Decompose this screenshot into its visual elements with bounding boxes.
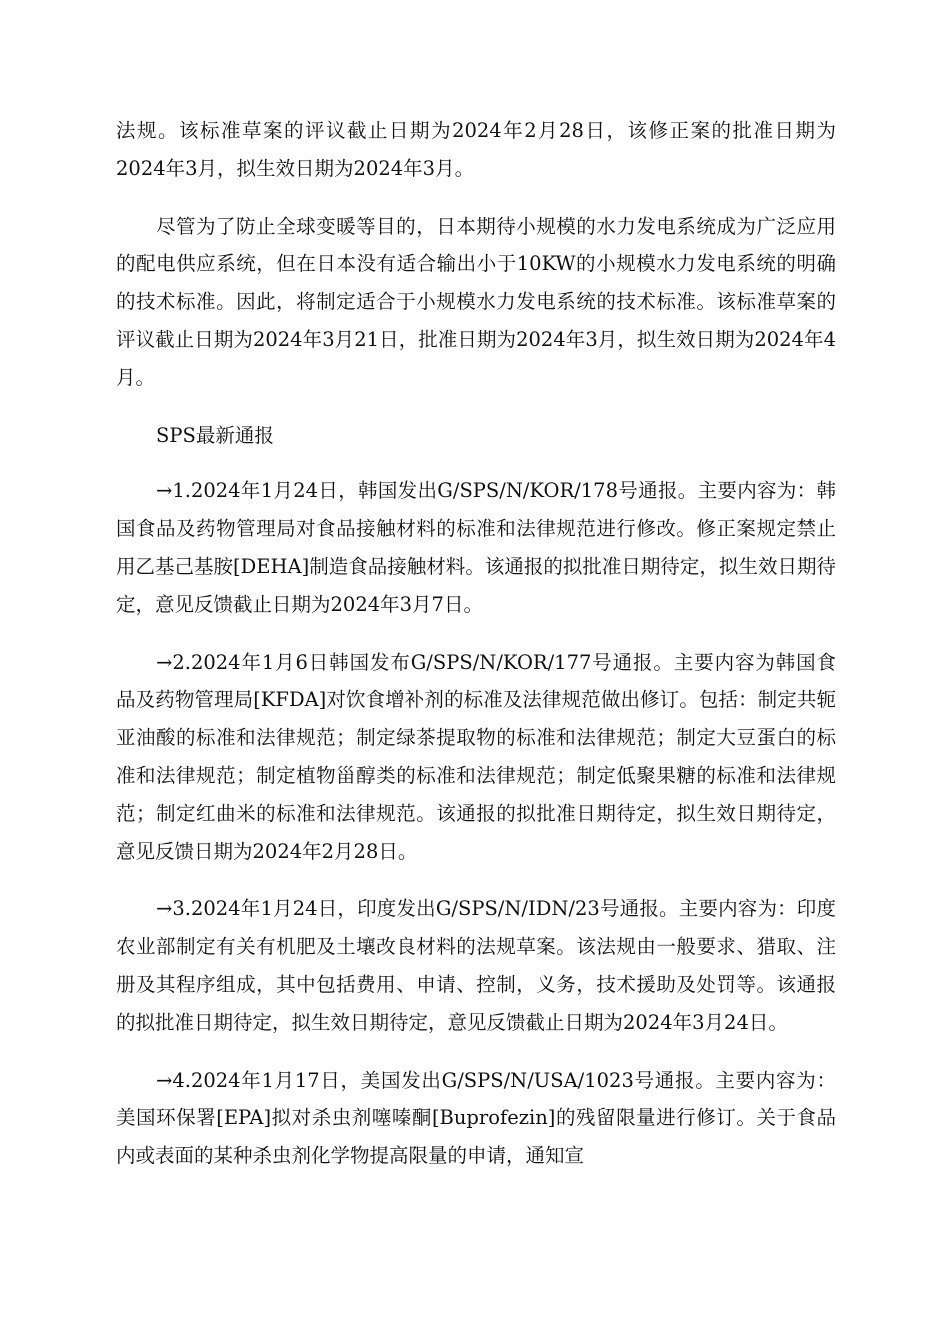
paragraph-regulation-deadline: 法规。该标准草案的评议截止日期为2024年2月28日，该修正案的批准日期为2024年3月，拟生效日期为2024年3月。 bbox=[116, 119, 836, 180]
paragraph-notification-3: →3.2024年1月24日，印度发出G/SPS/N/IDN/23号通报。主要内容为：印度农业部制定有关有机肥及土壤改良材料的法规草案。该法规由一般要求、猎取、注册及其程序组成，其中包括费用、申请、控制，义务，技术援助及处罚等。该通报的拟批准日期待定，拟生效日期待定，意见反馈截止日期为2024年3月24日。 bbox=[116, 897, 836, 1034]
paragraph-notification-1: →1.2024年1月24日，韩国发出G/SPS/N/KOR/178号通报。主要内容为：韩国食品及药物管理局对食品接触材料的标准和法律规范进行修改。修正案规定禁止用乙基己基胺[DEHA]制造食品接触材料。该通报的拟批准日期待定，拟生效日期待定，意见反馈截止日期为2024年3月7日。 bbox=[116, 479, 836, 616]
document-page bbox=[116, 112, 836, 1195]
paragraph-notification-4: →4.2024年1月17日，美国发出G/SPS/N/USA/1023号通报。主要内容为：美国环保署[EPA]拟对杀虫剂噻嗪酮[Buprofezin]的残留限量进行修订。关于食品内或表面的某种杀虫剂化学物提高限量的申请，通知宣 bbox=[116, 1068, 836, 1168]
paragraph-notification-2: →2.2024年1月6日韩国发布G/SPS/N/KOR/177号通报。主要内容为韩国食品及药物管理局[KFDA]对饮食增补剂的标准及法律规范做出修订。包括：制定共轭亚油酸的标准和法律规范；制定绿茶提取物的标准和法律规范；制定大豆蛋白的标准和法律规范；制定植物甾醇类的标准和法律规范；制定低聚果糖的标准和法律规范；制定红曲米的标准和法律规范。该通报的拟批准日期待定，拟生效日期待定，意见反馈日期为2024年2月28日。 bbox=[116, 650, 836, 863]
paragraph-japan-hydropower-standard: 尽管为了防止全球变暖等目的，日本期待小规模的水力发电系统成为广泛应用的配电供应系统，但在日本没有适合输出小于10KW的小规模水力发电系统的明确的技术标准。因此，将制定适合于小规模水力发电系统的技术标准。该标准草案的评议截止日期为2024年3月21日，批准日期为2024年3月，拟生效日期为2024年4月。 bbox=[116, 214, 836, 389]
section-heading-sps-notifications: SPS最新通报 bbox=[156, 423, 274, 447]
